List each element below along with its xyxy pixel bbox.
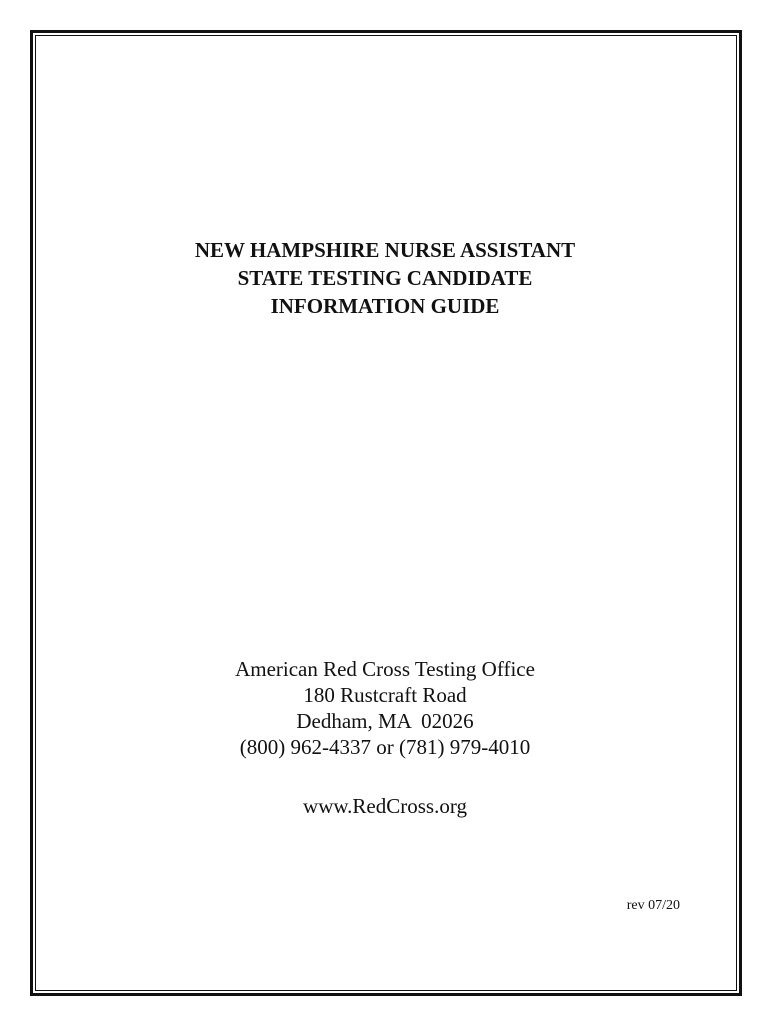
phone-numbers: (800) 962-4337 or (781) 979-4010 [239,735,531,759]
street-address: 180 Rustcraft Road [303,683,467,707]
page-border [30,30,742,996]
title-line-3: INFORMATION GUIDE [270,294,500,318]
page-border-inner [35,35,737,991]
organization-name: American Red Cross Testing Office [235,657,535,681]
website-link[interactable]: www.RedCross.org [303,794,467,818]
city-state-zip: Dedham, MA 02026 [296,709,474,733]
document-title [0,236,770,320]
title-line-2: STATE TESTING CANDIDATE [237,266,533,290]
revision-label: rev 07/20 [626,898,680,913]
contact-address [0,656,770,760]
title-line-1: NEW HAMPSHIRE NURSE ASSISTANT [194,238,576,262]
